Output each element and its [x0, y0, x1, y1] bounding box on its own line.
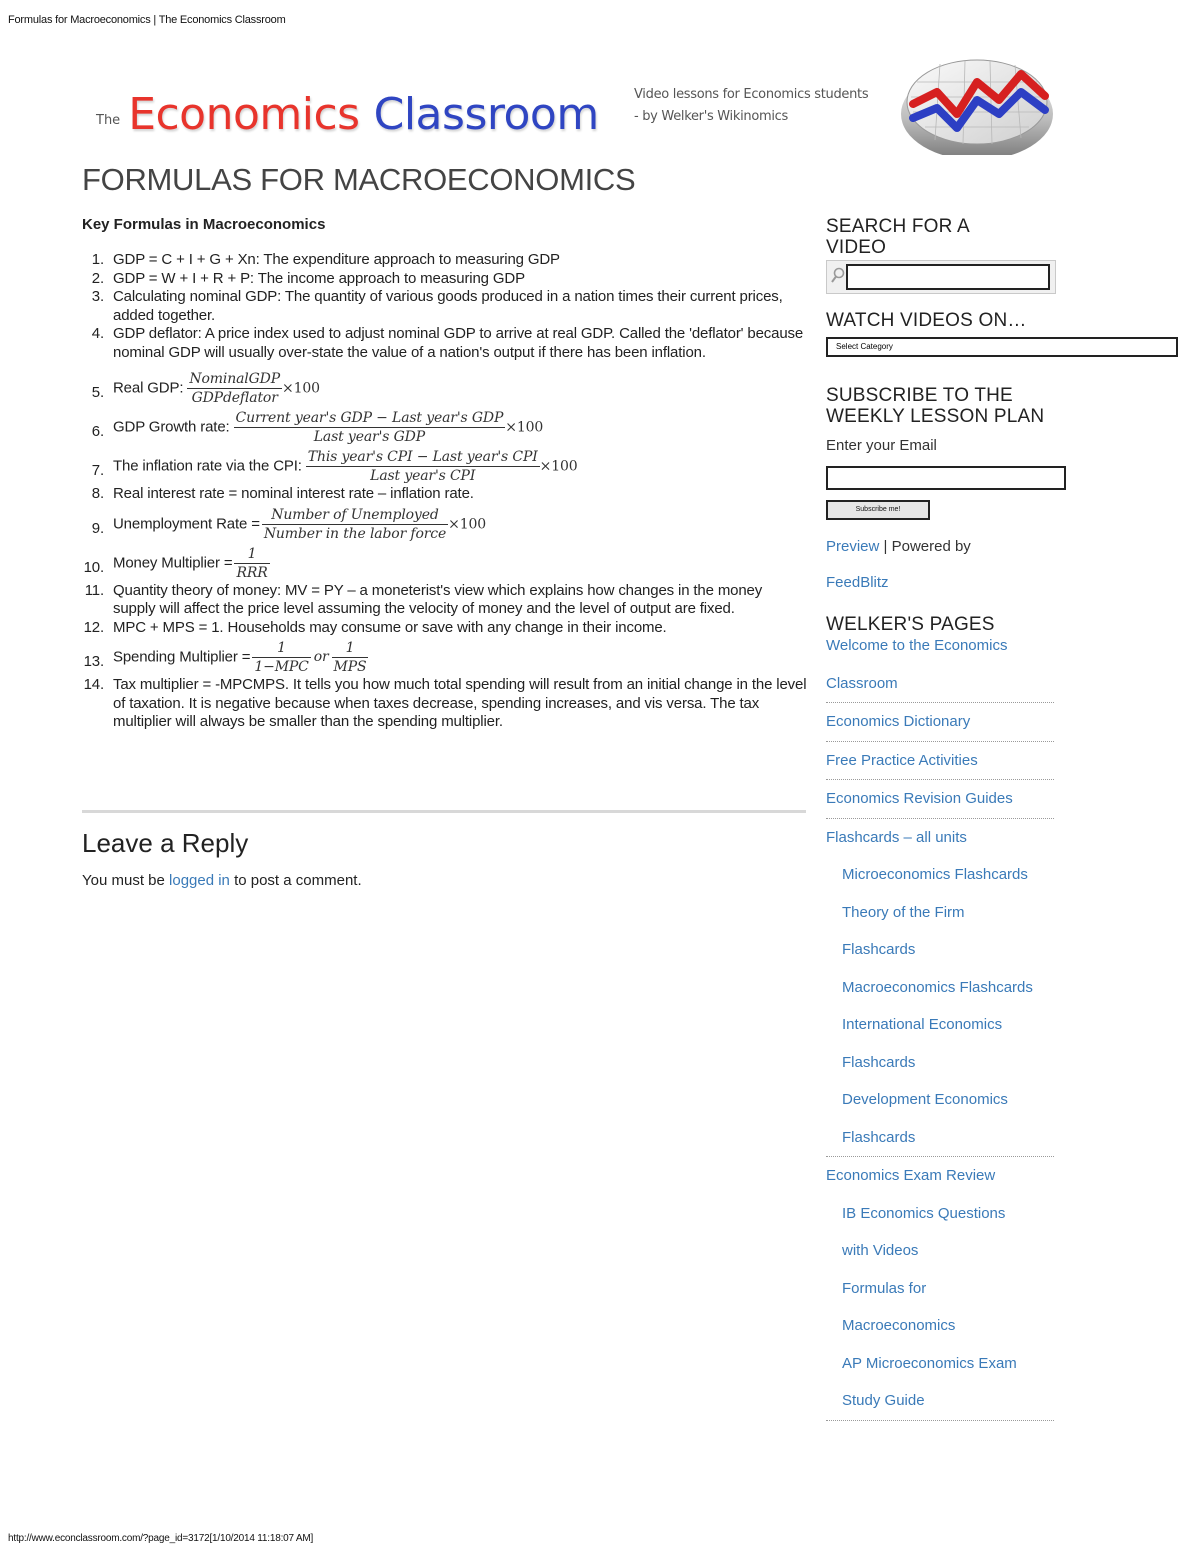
search-icon: [830, 267, 846, 285]
print-footer: http://www.econclassroom.com/?page_id=3172[1/10/2014 11:18:07 AM]: [8, 1533, 314, 1544]
article-subtitle: Key Formulas in Macroeconomics: [82, 216, 326, 233]
preview-line: [826, 538, 1086, 556]
fraction-numerator: This year's CPI − Last year's CPI: [307, 449, 538, 465]
watch-videos-title: WATCH VIDEOS ON…: [826, 310, 1027, 331]
leave-reply-heading: Leave a Reply: [82, 828, 249, 858]
item-text: Money Multiplier =: [113, 553, 233, 571]
feedblitz-line: [826, 574, 1086, 592]
site-logo[interactable]: [96, 80, 599, 140]
formula-item: [82, 545, 808, 582]
reply-text-before: You must be: [82, 872, 170, 889]
fraction-numerator: 1: [234, 545, 269, 564]
email-label: Enter your Email: [826, 437, 937, 454]
item-text: GDP = C + I + G + Xn: The expenditure approach to measuring GDP: [113, 251, 560, 268]
formula-item: [82, 409, 808, 446]
formula-fraction: [262, 506, 448, 543]
welkers-pages-title: WELKER'S PAGES: [826, 614, 995, 635]
tagline-line-2: - by Welker's Wikinomics: [634, 109, 788, 124]
page-link[interactable]: IB Economics Questions: [842, 1204, 1006, 1222]
search-input[interactable]: [846, 264, 1050, 290]
formula-fraction: [252, 639, 310, 676]
formula-item: [82, 288, 808, 325]
fraction-denominator: MPS: [333, 659, 367, 675]
item-text: GDP deflator: A price index used to adjust nominal GDP to arrive at real GDP. Called the 'deflator' because nominal GDP will usually over-state the value of a nation's output if there has been inflation.: [113, 325, 804, 361]
item-number: 2.: [91, 269, 104, 287]
category-select[interactable]: Select Category: [826, 337, 1178, 357]
page-link[interactable]: with Videos: [842, 1242, 919, 1259]
pages-list: [826, 627, 1086, 1421]
formula-fraction: [234, 409, 506, 446]
fraction-denominator: Last year's GDP: [313, 429, 425, 445]
item-text: Real GDP:: [113, 379, 184, 397]
formula-fraction: [332, 639, 369, 676]
fraction-denominator: GDPdeflator: [191, 390, 278, 406]
page-link[interactable]: Free Practice Activities: [826, 751, 978, 769]
formula-item: [82, 270, 808, 289]
logo-classroom-text: Classroom: [373, 89, 599, 140]
page-link[interactable]: AP Microeconomics Exam: [842, 1354, 1017, 1372]
fraction-numerator: Current year's GDP − Last year's GDP: [235, 410, 504, 426]
item-text: Unemployment Rate =: [113, 514, 260, 532]
formula-fraction: [306, 448, 540, 485]
formula-item: [82, 582, 808, 619]
formula-item: [82, 485, 808, 504]
item-text: MPC + MPS = 1. Households may consume or save with any change in their income.: [113, 618, 667, 636]
print-header: Formulas for Macroeconomics | The Economics Classroom: [8, 14, 286, 26]
page-link[interactable]: Economics Dictionary: [826, 713, 971, 730]
page-link[interactable]: Economics Exam Review: [826, 1167, 996, 1184]
page-link[interactable]: Macroeconomics Flashcards: [842, 978, 1033, 996]
subscribe-button[interactable]: Subscribe me!: [826, 500, 930, 520]
logo-economics-text: Economics: [128, 89, 360, 140]
site-tagline: [634, 84, 868, 128]
item-number: 13.: [83, 653, 104, 670]
formula-item: [82, 619, 808, 638]
item-number: 5.: [91, 384, 104, 401]
page-link[interactable]: Classroom: [826, 674, 898, 692]
page-link[interactable]: Flashcards: [842, 1128, 916, 1146]
page-link[interactable]: Flashcards: [842, 1053, 916, 1071]
formula-item: [82, 251, 808, 270]
item-text: GDP = W + I + R + P: The income approach to measuring GDP: [113, 269, 525, 287]
item-text: Calculating nominal GDP: The quantity of various goods produced in a nation times their current prices, added together.: [113, 288, 783, 324]
page-link[interactable]: Flashcards: [842, 941, 916, 958]
formula-item: [82, 325, 808, 362]
item-number: 8.: [91, 485, 104, 502]
tagline-line-1: Video lessons for Economics students: [634, 87, 869, 102]
item-number: 6.: [91, 423, 104, 440]
logged-in-link[interactable]: logged in: [169, 872, 230, 889]
list-separator: [826, 1420, 1054, 1421]
item-number: 14.: [83, 676, 104, 693]
item-text: Quantity theory of money: MV = PY – a moneterist's view which explains how changes in the money supply will affect the price level assuming the velocity of money and the level of output are fixed.: [113, 581, 763, 617]
fraction-numerator: 1: [332, 639, 369, 658]
chart-globe-logo-icon: [895, 52, 1055, 155]
formula-item: [82, 448, 808, 485]
sidebar: [826, 216, 1086, 1421]
formula-list: [82, 251, 808, 732]
search-form: [826, 260, 1056, 294]
item-number: 11.: [84, 581, 104, 599]
fraction-numerator: NominalGDP: [189, 371, 280, 387]
fraction-numerator: Number of Unemployed: [262, 506, 448, 525]
formula-item: [82, 370, 808, 407]
fraction-denominator: Number in the labor force: [263, 525, 447, 542]
page-link[interactable]: Welcome to the Economics: [826, 637, 1008, 654]
formula-item: [82, 639, 808, 676]
item-number: 12.: [83, 618, 104, 636]
page-link[interactable]: Development Economics: [842, 1091, 1008, 1108]
preview-link[interactable]: Preview: [826, 538, 880, 555]
item-text: Spending Multiplier =: [113, 648, 251, 666]
times-hundred: ×100: [505, 419, 544, 436]
formula-fraction: [234, 545, 269, 582]
email-field[interactable]: [826, 466, 1066, 490]
item-text: GDP Growth rate:: [113, 418, 230, 436]
feedblitz-link[interactable]: FeedBlitz: [826, 574, 889, 591]
page-link[interactable]: Economics Revision Guides: [826, 790, 1013, 807]
item-number: 10.: [83, 558, 104, 576]
or-text: or: [313, 649, 329, 666]
item-number: 3.: [91, 288, 104, 305]
item-number: 4.: [91, 325, 104, 342]
page-link[interactable]: Flashcards – all units: [826, 828, 967, 846]
reply-login-notice: [82, 872, 362, 889]
subscribe-title: SUBSCRIBE TO THE WEEKLY LESSON PLAN: [826, 385, 1045, 427]
page-link[interactable]: Theory of the Firm: [842, 903, 965, 921]
formula-item: [82, 676, 808, 732]
times-hundred: ×100: [281, 380, 320, 397]
article-content: [82, 216, 808, 732]
times-hundred: ×100: [448, 515, 486, 532]
times-hundred: ×100: [539, 458, 578, 475]
powered-by-text: | Powered by: [879, 538, 971, 555]
search-widget-title: SEARCH FOR A VIDEO: [826, 216, 969, 258]
item-number: 1.: [91, 251, 104, 268]
fraction-denominator: Last year's CPI: [370, 468, 476, 484]
fraction-denominator: 1−MPC: [254, 659, 309, 675]
item-text: Tax multiplier = -MPCMPS. It tells you how much total spending will result from an initial change in the level of taxation. It is negative because when taxes decrease, spending increases, and vis versa. The tax multiplier will always be smaller than the spending multiplier.: [113, 676, 807, 730]
fraction-numerator: 1: [252, 639, 310, 658]
page-link[interactable]: International Economics: [842, 1016, 1003, 1033]
logo-the-text: The: [96, 113, 121, 128]
formula-fraction: [187, 370, 282, 407]
page-link[interactable]: Microeconomics Flashcards: [842, 866, 1028, 883]
item-number: 9.: [91, 519, 104, 537]
fraction-denominator: RRR: [236, 564, 268, 581]
page-link[interactable]: Study Guide: [842, 1392, 925, 1409]
content-divider: [82, 810, 806, 813]
page-link[interactable]: Macroeconomics: [842, 1317, 956, 1334]
item-number: 7.: [91, 462, 104, 479]
page-link[interactable]: Formulas for: [842, 1279, 927, 1297]
formula-item: [82, 506, 808, 543]
item-text: The inflation rate via the CPI:: [113, 457, 302, 475]
reply-text-after: to post a comment.: [229, 872, 362, 889]
page-title: FORMULAS FOR MACROECONOMICS: [82, 162, 636, 197]
item-text: Real interest rate = nominal interest rate – inflation rate.: [113, 485, 474, 502]
